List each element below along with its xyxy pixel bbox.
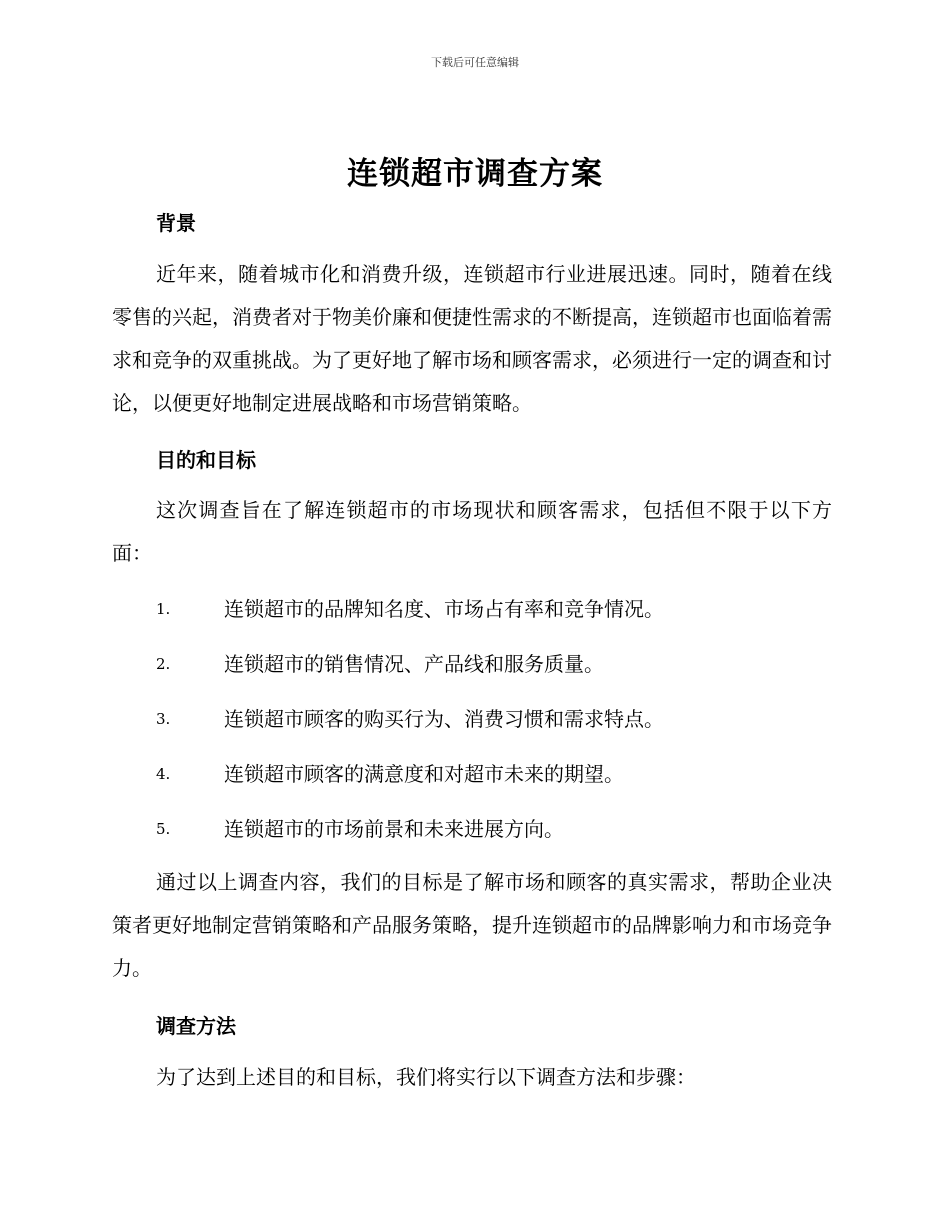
- methods-intro-paragraph: 为了达到上述目的和目标，我们将实行以下调查方法和步骤：: [156, 1065, 696, 1089]
- background-paragraph: 近年来，随着城市化和消费升级，连锁超市行业进展迅速。同时，随着在线零售的兴起，消费者对于物美价廉和便捷性需求的不断提高，连锁超市也面临着需求和竞争的双重挑战。为了更好地了解市场和顾客需求，必须进行一定的调查和讨论，以便更好地制定进展战略和市场营销策略。: [112, 262, 832, 415]
- list-item-text: 连锁超市的销售情况、产品线和服务质量。: [224, 652, 604, 676]
- list-item-text: 连锁超市的品牌知名度、市场占有率和竞争情况。: [224, 597, 664, 621]
- list-item-number: 5.: [156, 820, 171, 838]
- list-item-text: 连锁超市的市场前景和未来进展方向。: [224, 817, 564, 841]
- page-header: 下载后可任意编辑: [431, 56, 519, 69]
- document-title: 连锁超市调查方案: [347, 156, 603, 192]
- list-item-text: 连锁超市顾客的满意度和对超市未来的期望。: [224, 762, 624, 786]
- section-heading-background: 背景: [156, 211, 196, 235]
- list-item-text: 连锁超市顾客的购买行为、消费习惯和需求特点。: [224, 707, 664, 731]
- list-item-number: 2.: [156, 655, 171, 673]
- section-heading-goals: 目的和目标: [156, 448, 256, 472]
- list-item-number: 3.: [156, 710, 171, 728]
- goals-conclusion-paragraph: 通过以上调查内容，我们的目标是了解市场和顾客的真实需求，帮助企业决策者更好地制定营销策略和产品服务策略，提升连锁超市的品牌影响力和市场竞争力。: [112, 870, 832, 980]
- section-heading-methods: 调查方法: [156, 1014, 236, 1038]
- goals-intro-paragraph: 这次调查旨在了解连锁超市的市场现状和顾客需求，包括但不限于以下方面：: [112, 498, 832, 565]
- list-item-number: 4.: [156, 765, 171, 783]
- list-item-number: 1.: [156, 600, 171, 618]
